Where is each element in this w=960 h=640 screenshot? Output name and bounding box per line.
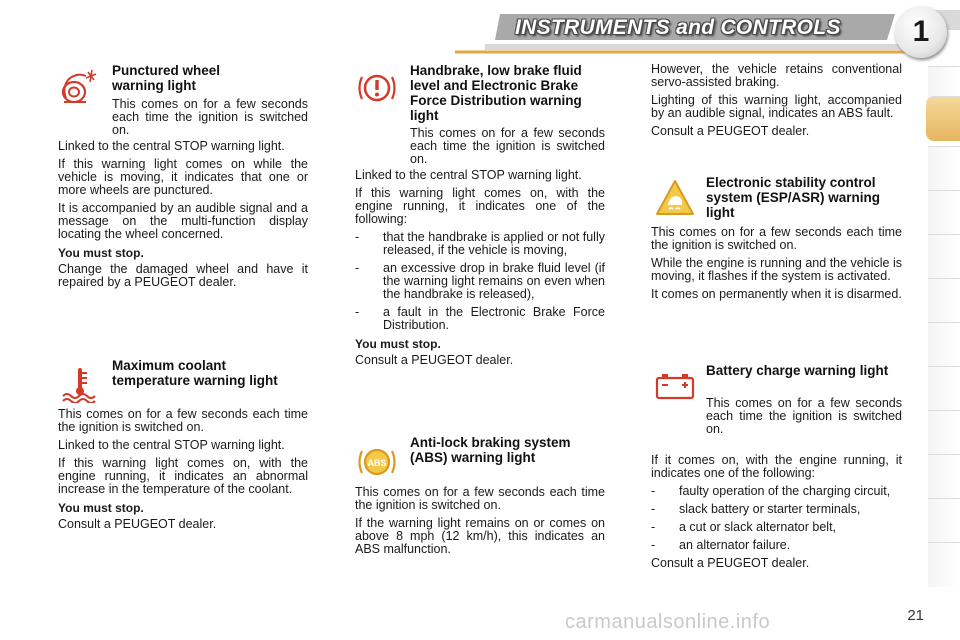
chapter-tab[interactable] [928, 454, 960, 499]
paragraph: Consult a PEUGEOT dealer. [58, 517, 217, 531]
paragraph: It is accompanied by an audible signal and a message on the multi-function display locating the wheel concerned. [58, 201, 308, 241]
list-item [651, 521, 902, 534]
chapter-tab-active[interactable] [926, 96, 960, 141]
warning-bold-text: You must stop. [355, 337, 441, 351]
paragraph: If it comes on, with the engine running, it indicates one of the following: [651, 453, 902, 480]
paragraph: Linked to the central STOP warning light. [58, 139, 285, 153]
paragraph: This comes on for a few seconds each time the ignition is switched on. [651, 225, 902, 252]
list-dash: - [651, 520, 656, 534]
coolant-temperature-icon [60, 365, 100, 403]
paragraph: Consult a PEUGEOT dealer. [651, 124, 810, 138]
page-number: 21 [907, 607, 924, 624]
paragraph: Change the damaged wheel and have it repaired by a PEUGEOT dealer. [58, 262, 308, 289]
paragraph: This comes on for a few seconds each time the ignition is switched on. [58, 407, 308, 434]
list-item-text: an alternator failure. [679, 538, 791, 552]
list-item-text: an excessive drop in brake fluid level (if the warning light remains on even when the handbrake is released), [383, 261, 605, 301]
paragraph: Lighting of this warning light, accompanied by an audible signal, indicates an ABS fault. [651, 93, 902, 120]
battery-warning-icon [654, 370, 696, 402]
abs-warning-icon [355, 443, 399, 481]
punctured-wheel-icon [58, 68, 102, 108]
chapter-number: 1 [895, 6, 947, 58]
paragraph: However, the vehicle retains conventional servo-assisted braking. [651, 62, 902, 89]
list-dash: - [651, 484, 656, 498]
watermark: carmanualsonline.info [565, 611, 771, 633]
list-item-text: slack battery or starter terminals, [679, 502, 861, 516]
svg-text:ABS: ABS [367, 458, 387, 468]
warning-bold-text: You must stop. [58, 501, 144, 515]
chapter-tab[interactable] [928, 278, 960, 323]
paragraph: This comes on for a few seconds each time the ignition is switched on. [706, 396, 902, 436]
paragraph: While the engine is running and the vehicle is moving, it flashes if the system is activated. [651, 256, 902, 283]
esp-warning-icon [654, 178, 696, 218]
list-item-text: faulty operation of the charging circuit, [679, 484, 891, 498]
list-item [651, 485, 902, 498]
list-item [355, 306, 605, 332]
list-dash: - [651, 502, 656, 516]
paragraph: If this warning light comes on, with the engine running, it indicates one of the following: [355, 186, 605, 226]
paragraph: This comes on for a few seconds each time the ignition is switched on. [410, 126, 605, 166]
paragraph: Consult a PEUGEOT dealer. [651, 556, 810, 570]
paragraph: Linked to the central STOP warning light. [58, 438, 285, 452]
list-item [651, 539, 902, 552]
list-item-text: a cut or slack alternator belt, [679, 520, 837, 534]
list-item-text: a fault in the Electronic Brake Force Distribution. [383, 305, 605, 332]
list-dash: - [355, 230, 360, 244]
warning-bold-text: You must stop. [58, 246, 144, 260]
list-dash: - [651, 538, 656, 552]
paragraph: This comes on for a few seconds each time the ignition is switched on. [355, 485, 605, 512]
section-title-punctured-wheel: Punctured wheel warning light [112, 63, 221, 93]
brake-warning-icon [355, 68, 399, 108]
page-title: INSTRUMENTS and CONTROLS [515, 16, 841, 39]
chapter-tab[interactable] [928, 366, 960, 411]
section-title-battery: Battery charge warning light [706, 363, 889, 378]
section-title-abs: Anti-lock braking system (ABS) warning light [410, 435, 571, 465]
list-item [651, 503, 902, 516]
chapter-tab[interactable] [928, 498, 960, 543]
paragraph: If this warning light comes on while the vehicle is moving, it indicates that one or more wheels are punctured. [58, 157, 308, 197]
paragraph: If this warning light comes on, with the engine running, it indicates an abnormal increase in the temperature of the coolant. [58, 456, 308, 496]
paragraph: It comes on permanently when it is disarmed. [651, 287, 902, 301]
chapter-tabs [928, 66, 960, 576]
paragraph: This comes on for a few seconds each time the ignition is switched on. [112, 97, 308, 137]
chapter-tab[interactable] [928, 146, 960, 191]
section-title-esp: Electronic stability control system (ESP/ASR) warning light [706, 175, 881, 220]
list-item [355, 231, 605, 257]
list-item [355, 262, 605, 301]
chapter-tab[interactable] [928, 234, 960, 279]
chapter-tab[interactable] [928, 322, 960, 367]
list-dash: - [355, 305, 360, 319]
chapter-tab[interactable] [928, 190, 960, 235]
paragraph: Consult a PEUGEOT dealer. [355, 353, 514, 367]
section-title-coolant: Maximum coolant temperature warning light [112, 358, 278, 388]
list-item-text: that the handbrake is applied or not fully released, if the vehicle is moving, [383, 230, 605, 257]
chapter-tab[interactable] [928, 542, 960, 587]
list-dash: - [355, 261, 360, 275]
section-title-brake: Handbrake, low brake fluid level and Electronic Brake Force Distribution warning light [410, 63, 582, 123]
paragraph: Linked to the central STOP warning light. [355, 168, 582, 182]
paragraph: If the warning light remains on or comes on above 8 mph (12 km/h), this indicates an ABS malfunction. [355, 516, 605, 556]
chapter-tab[interactable] [928, 410, 960, 455]
